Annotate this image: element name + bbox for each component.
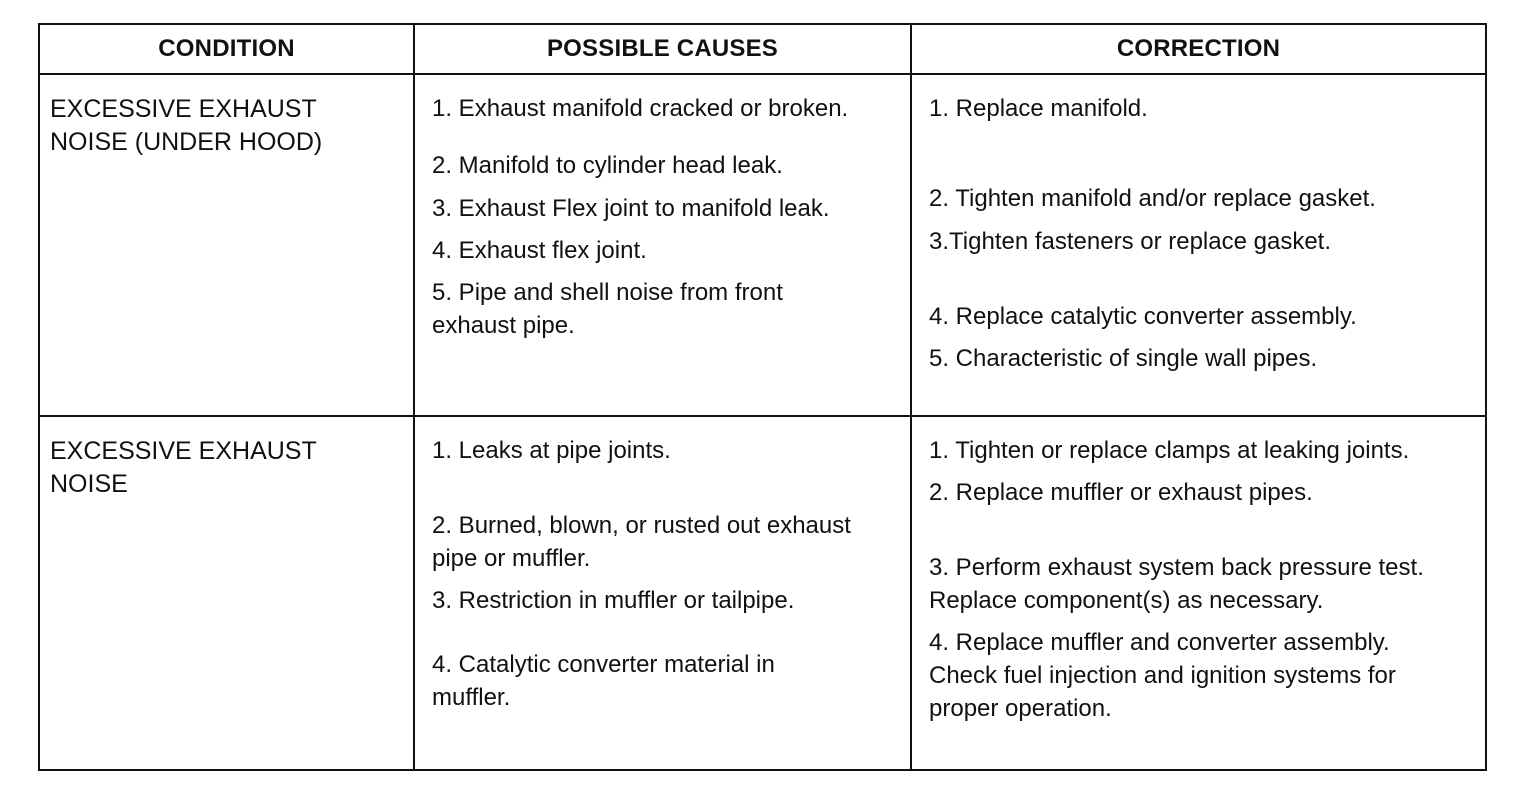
correction-cell (911, 416, 1486, 770)
correction-item: 2. Replace muffler or exhaust pipes. (929, 479, 1313, 506)
diagnosis-table (38, 23, 1487, 771)
correction-item: 1. Tighten or replace clamps at leaking joints. (929, 437, 1410, 464)
correction-item: 5. Characteristic of single wall pipes. (929, 345, 1318, 372)
correction-item: 4. Replace catalytic converter assembly. (929, 303, 1357, 330)
header-row (39, 24, 1486, 74)
cause-item: 2. Burned, blown, or rusted out exhaust pipe or muffler. (432, 512, 851, 572)
condition-text: EXCESSIVE EXHAUST NOISE (50, 437, 317, 498)
header-possible-causes: POSSIBLE CAUSES (414, 24, 911, 74)
condition-cell (39, 74, 414, 416)
cause-item: 5. Pipe and shell noise from front exhaust pipe. (432, 279, 783, 339)
condition-cell (39, 416, 414, 770)
header-condition: CONDITION (39, 24, 414, 74)
correction-item: 1. Replace manifold. (929, 95, 1148, 122)
table-row (39, 74, 1486, 416)
table-row (39, 416, 1486, 770)
correction-cell (911, 74, 1486, 416)
correction-item: 4. Replace muffler and converter assembly. Check fuel injection and ignition systems for proper operation. (929, 629, 1396, 722)
causes-cell (414, 74, 911, 416)
cause-item: 2. Manifold to cylinder head leak. (432, 152, 783, 179)
cause-item: 1. Leaks at pipe joints. (432, 437, 671, 464)
cause-item: 3. Exhaust Flex joint to manifold leak. (432, 195, 830, 222)
cause-item: 1. Exhaust manifold cracked or broken. (432, 95, 849, 122)
header-correction: CORRECTION (911, 24, 1486, 74)
correction-item: 3. Perform exhaust system back pressure test. Replace component(s) as necessary. (929, 554, 1424, 614)
correction-item: 3.Tighten fasteners or replace gasket. (929, 228, 1331, 255)
cause-item: 3. Restriction in muffler or tailpipe. (432, 587, 795, 614)
correction-item: 2. Tighten manifold and/or replace gasket. (929, 185, 1376, 212)
cause-item: 4. Exhaust flex joint. (432, 237, 647, 264)
cause-item: 4. Catalytic converter material in muffler. (432, 651, 775, 711)
condition-text: EXCESSIVE EXHAUST NOISE (UNDER HOOD) (50, 95, 323, 156)
causes-cell (414, 416, 911, 770)
